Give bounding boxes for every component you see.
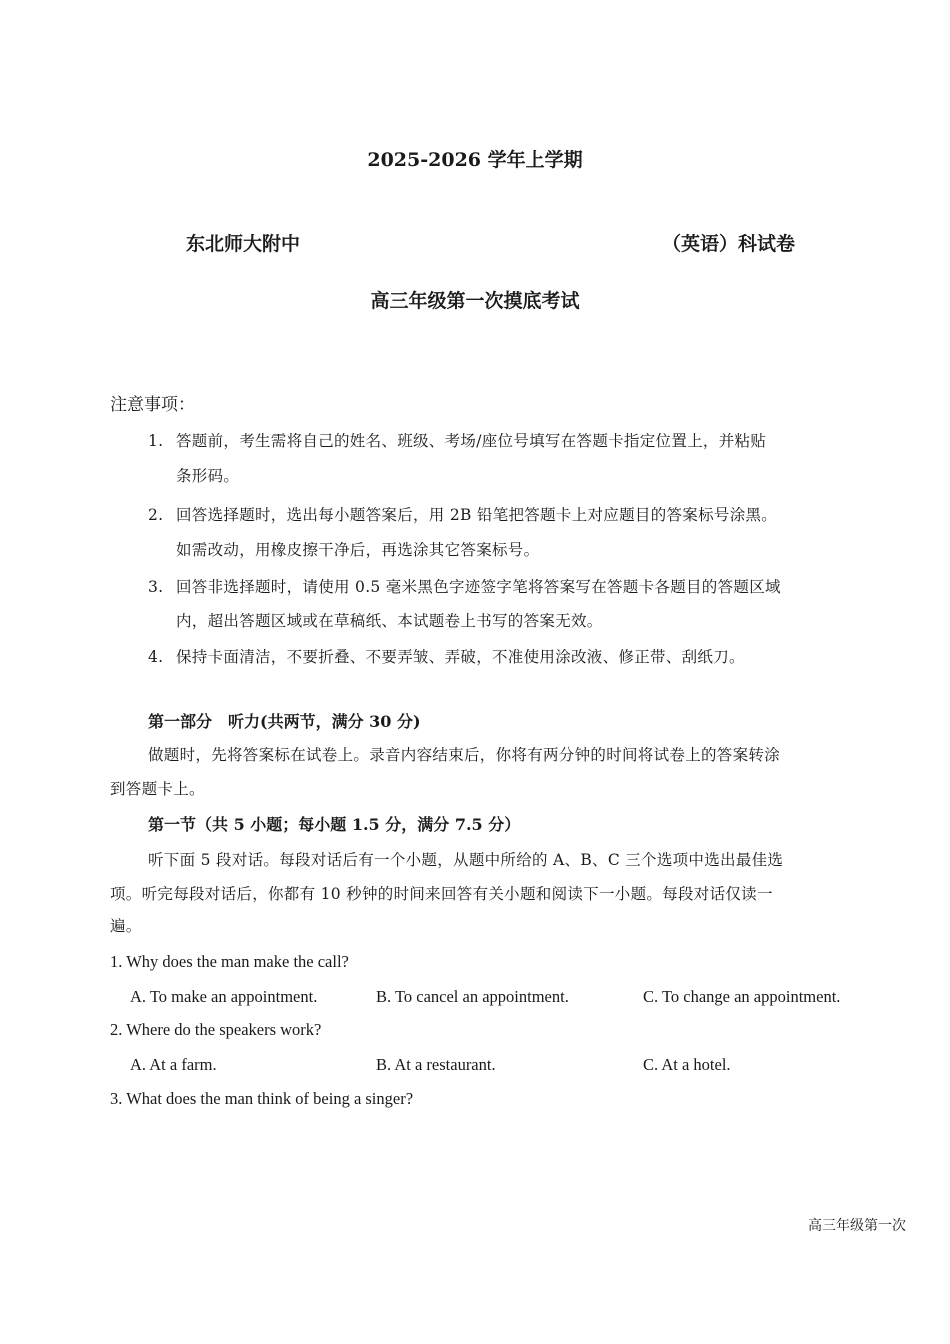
question-1-option-a: A. To make an appointment. [130,987,318,1006]
notice-item-number: 3. [148,578,164,596]
part1-intro-line2: 到答题卡上。 [110,780,205,798]
school-name: 东北师大附中 [186,233,301,255]
notice-item-number: 4. [148,648,164,666]
notice-item-3-cont: 内，超出答题区域或在草稿纸、本试题卷上书写的答案无效。 [176,612,603,630]
notice-item-text: 答题前，考生需将自己的姓名、班级、考场/座位号填写在答题卡指定位置上，并粘贴 [176,432,767,450]
subject-title: （英语）科试卷 [662,233,796,255]
question-1-option-b: B. To cancel an appointment. [376,987,569,1006]
school-year-title: 2025-2026 学年上学期 [367,149,583,171]
part1-heading: 第一部分 听力(共两节，满分 30 分) [148,712,421,731]
section1-heading: 第一节（共 5 小题；每小题 1.5 分，满分 7.5 分） [148,815,521,834]
question-2-option-c: C. At a hotel. [643,1055,731,1074]
notice-item-text: 回答选择题时，选出每小题答案后，用 2B 铅笔把答题卡上对应题目的答案标号涂黑。 [176,506,778,524]
question-1-option-c: C. To change an appointment. [643,987,841,1006]
section1-line3: 遍。 [110,917,142,935]
question-2: 2. Where do the speakers work? [110,1020,322,1039]
notice-item-2 [148,503,777,525]
notice-item-number: 2. [148,506,164,524]
section1-line2: 项。听完每段对话后，你都有 10 秒钟的时间来回答有关小题和阅读下一小题。每段对话仅读一 [110,885,773,903]
part1-intro-line1: 做题时，先将答案标在试卷上。录音内容结束后，你将有两分钟的时间将试卷上的答案转涂 [148,746,781,764]
notice-item-3 [148,575,781,597]
question-3: 3. What does the man think of being a singer? [110,1089,414,1108]
page-footer: 高三年级第一次 [808,1218,906,1234]
notice-heading: 注意事项： [110,395,195,415]
notice-item-1-cont: 条形码。 [176,467,240,485]
notice-item-2-cont: 如需改动，用橡皮擦干净后，再选涂其它答案标号。 [176,541,540,559]
question-2-option-a: A. At a farm. [130,1055,217,1074]
exam-name: 高三年级第一次摸底考试 [370,290,580,312]
question-2-option-b: B. At a restaurant. [376,1055,496,1074]
question-1: 1. Why does the man make the call? [110,952,349,971]
notice-item-text: 保持卡面清洁，不要折叠、不要弄皱、弄破，不准使用涂改液、修正带、刮纸刀。 [176,648,745,666]
notice-item-1 [148,429,766,451]
notice-item-number: 1. [148,432,164,450]
notice-item-4 [148,645,745,667]
section1-line1: 听下面 5 段对话。每段对话后有一个小题，从题中所给的 A、B、C 三个选项中选出最佳选 [148,851,784,869]
notice-item-text: 回答非选择题时，请使用 0.5 毫米黑色字迹签字笔将答案写在答题卡各题目的答题区域 [176,578,781,596]
